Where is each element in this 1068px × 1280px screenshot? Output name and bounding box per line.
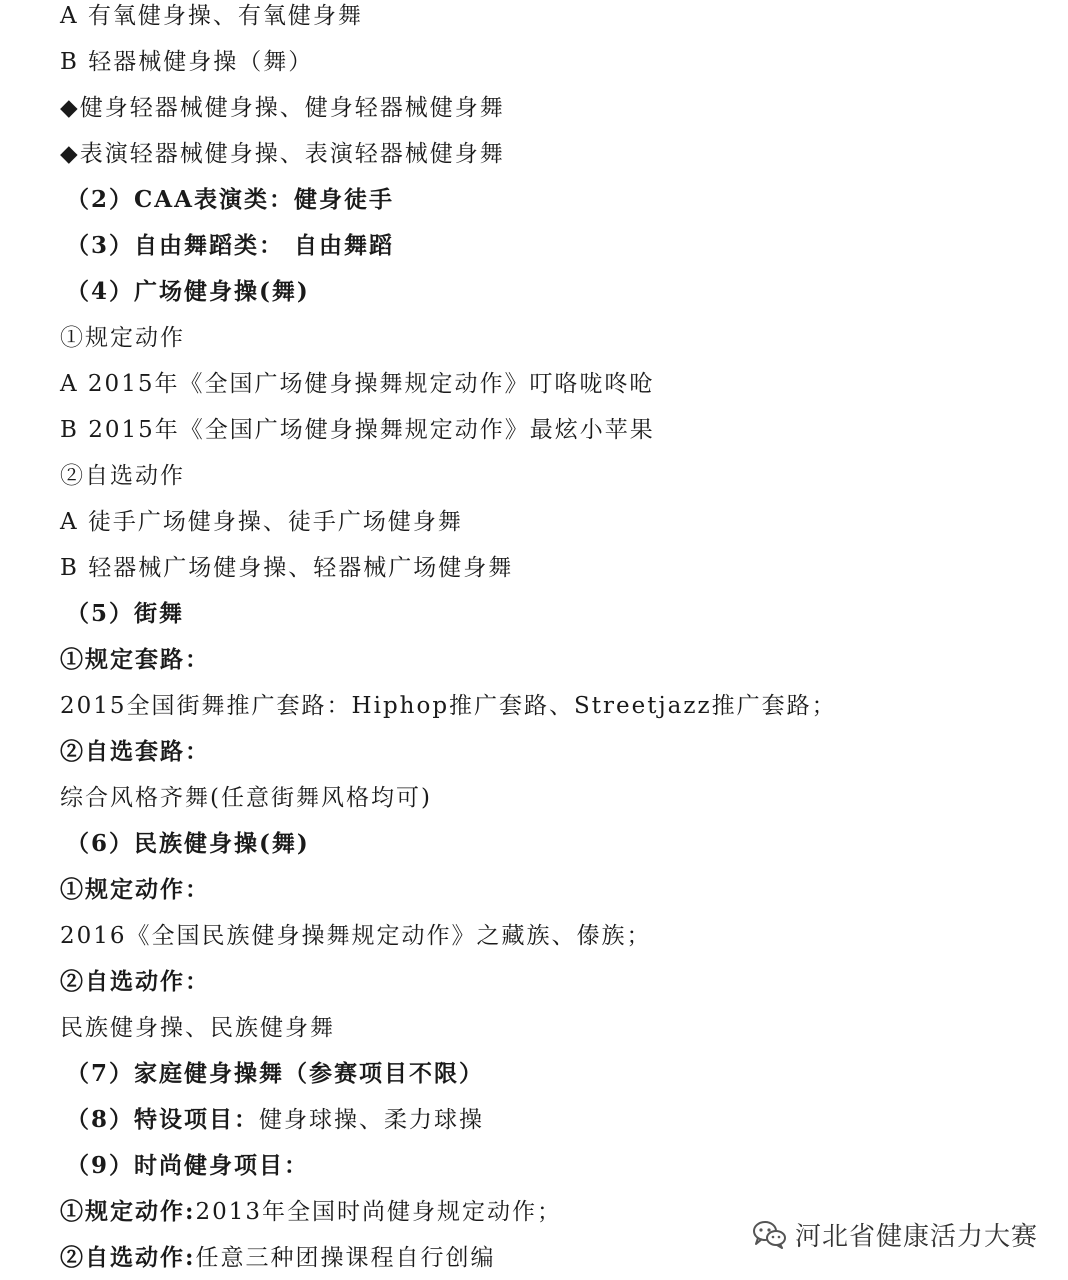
section-heading-9: （9）时尚健身项目： <box>66 1152 310 1179</box>
line-15: ①规定套路： <box>60 646 210 673</box>
line-11: ②自选动作 <box>60 463 185 489</box>
line-16: 2015全国街舞推广套路：Hiphop推广套路、Streetjazz推广套路； <box>60 693 837 719</box>
line-20: ①规定动作： <box>60 876 210 903</box>
watermark <box>751 1214 1038 1254</box>
item9-required-line <box>60 1192 562 1232</box>
line-10: B 2015年《全国广场健身操舞规定动作》最炫小苹果 <box>60 417 655 443</box>
wechat-icon <box>751 1219 787 1249</box>
line-23: 民族健身操、民族健身舞 <box>60 1015 335 1041</box>
section-heading-8-title: （8）特设项目： <box>66 1106 260 1133</box>
section-heading-3: （3）自由舞蹈类： 自由舞蹈 <box>66 232 395 259</box>
item9-required-text: 2013年全国时尚健身规定动作； <box>195 1199 563 1225</box>
watermark-text: 河北省健康活力大赛 <box>794 1221 1038 1252</box>
line-1: A 有氧健身操、有氧健身舞 <box>60 3 363 29</box>
item9-required-label: ①规定动作: <box>60 1198 196 1225</box>
line-12: A 徒手广场健身操、徒手广场健身舞 <box>60 509 463 535</box>
line-18: 综合风格齐舞(任意街舞风格均可) <box>60 785 432 811</box>
section-heading-8 <box>66 1100 484 1140</box>
line-21: 2016《全国民族健身操舞规定动作》之藏族、傣族； <box>60 923 652 949</box>
line-17: ②自选套路： <box>60 738 210 765</box>
line-2: B 轻器械健身操（舞） <box>60 49 314 75</box>
item9-optional-text: 任意三种团操课程自行创编 <box>195 1245 496 1271</box>
section-heading-4: （4）广场健身操(舞) <box>66 278 310 305</box>
line-13: B 轻器械广场健身操、轻器械广场健身舞 <box>60 555 514 581</box>
line-4: ◆表演轻器械健身操、表演轻器械健身舞 <box>60 141 505 167</box>
item9-optional-label: ②自选动作: <box>60 1244 196 1271</box>
section-heading-2: （2）CAA表演类：健身徒手 <box>66 186 394 213</box>
section-heading-5: （5）街舞 <box>66 600 185 627</box>
line-8: ①规定动作 <box>60 325 185 351</box>
section-heading-8-text: 健身球操、柔力球操 <box>259 1107 485 1133</box>
line-22: ②自选动作： <box>60 968 210 995</box>
line-9: A 2015年《全国广场健身操舞规定动作》叮咯咙咚呛 <box>60 371 655 397</box>
item9-optional-line <box>60 1238 496 1278</box>
line-3: ◆健身轻器械健身操、健身轻器械健身舞 <box>60 95 505 121</box>
section-heading-7: （7）家庭健身操舞（参赛项目不限） <box>66 1060 485 1087</box>
section-heading-6: （6）民族健身操(舞) <box>66 830 310 857</box>
